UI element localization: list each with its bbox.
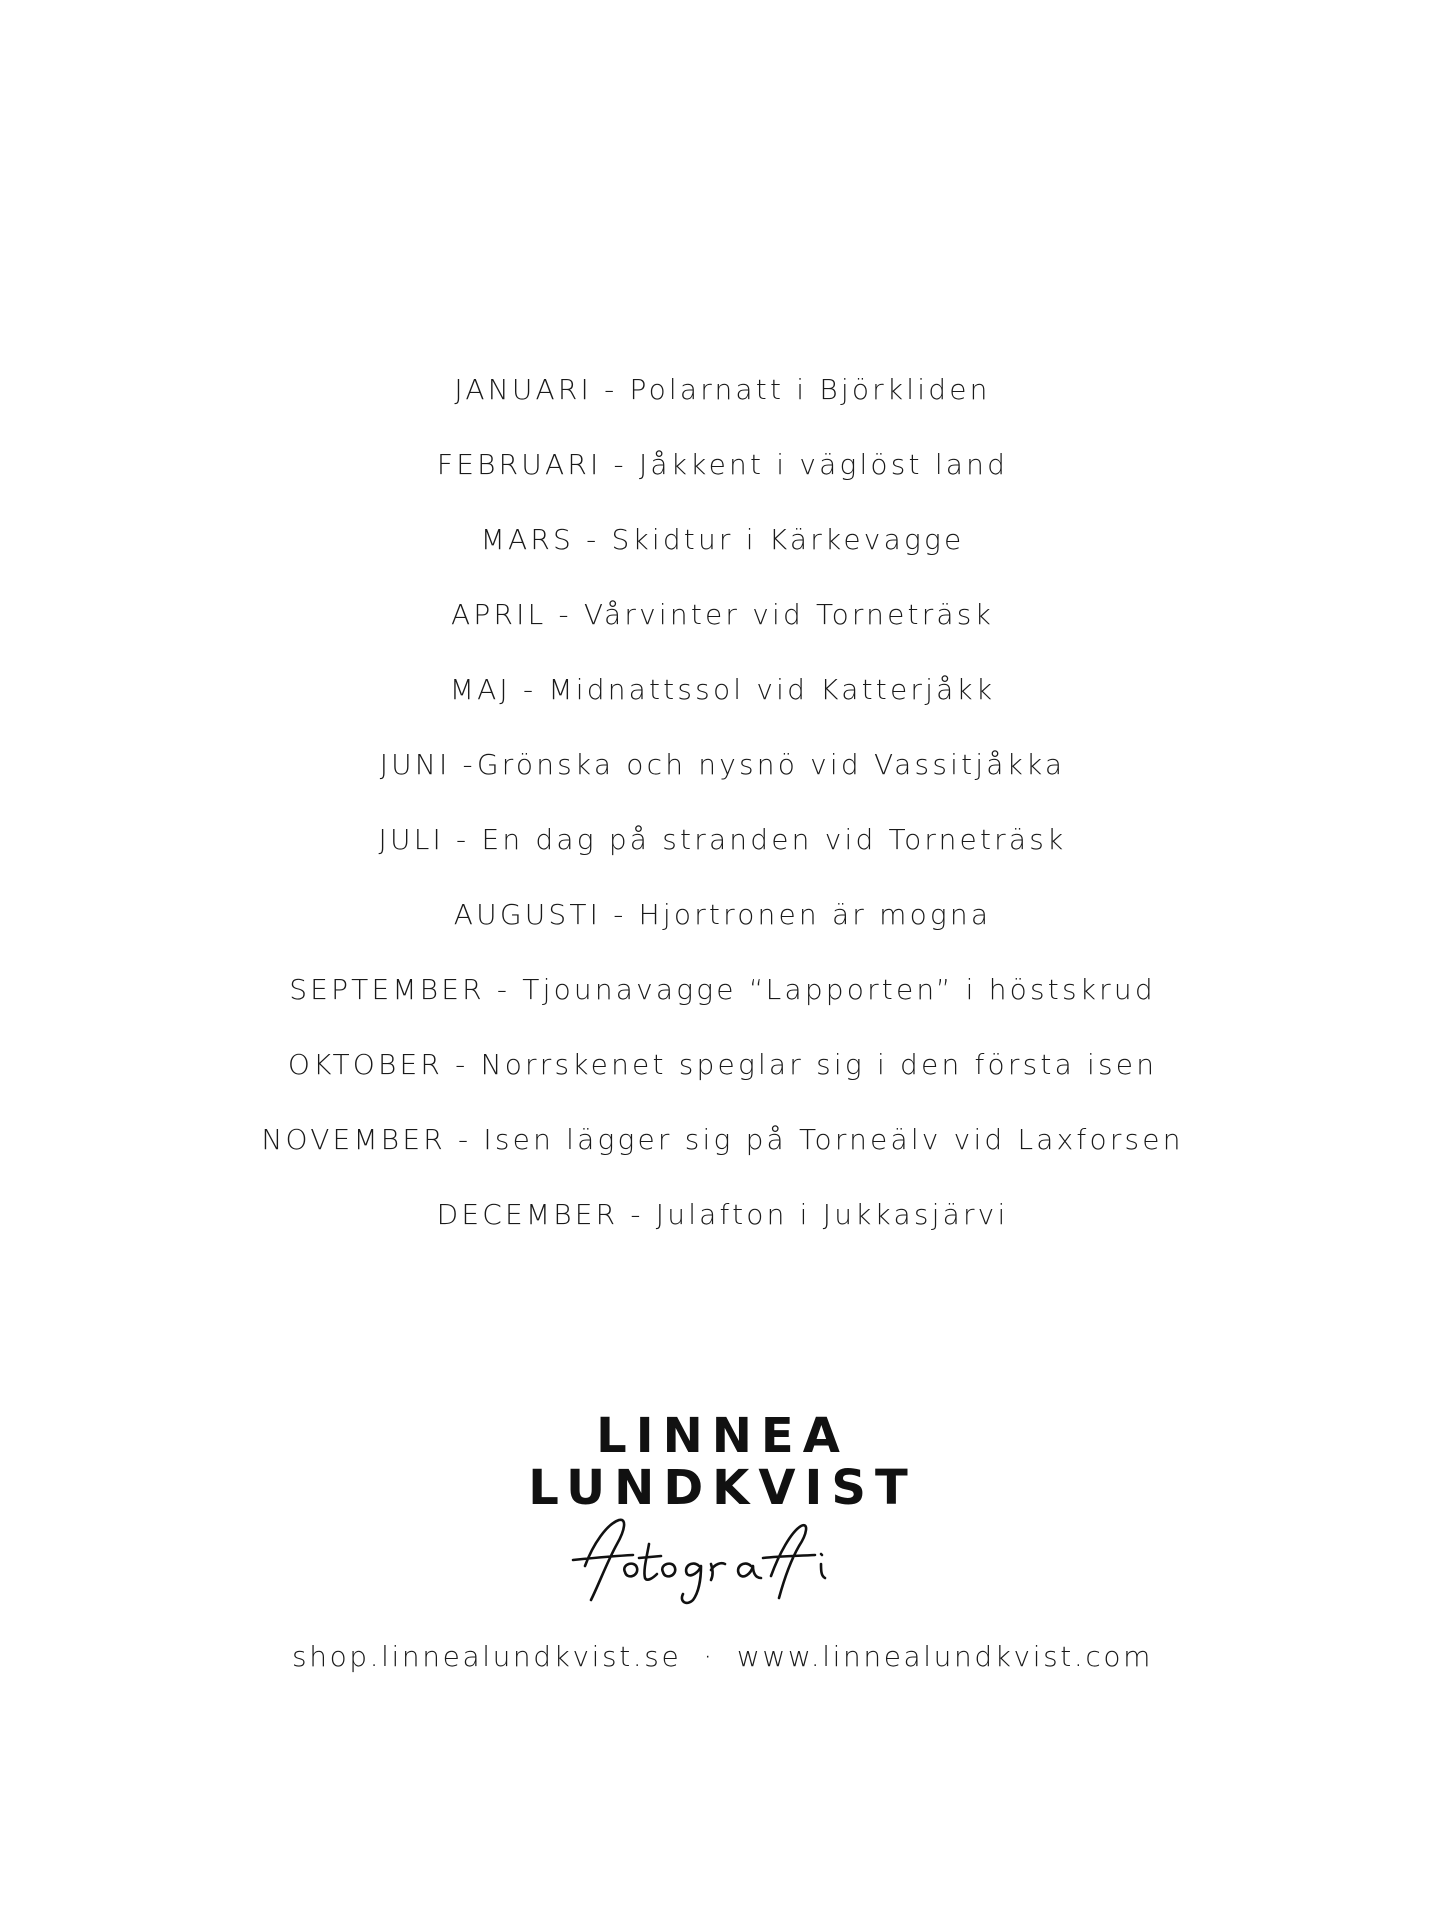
month-item-maj: MAJ - Midnattssol vid Katterjåkk — [449, 673, 996, 706]
brand-logo — [0, 1410, 1445, 1606]
month-item-november: NOVEMBER - Isen lägger sig på Torneälv vid Laxforsen — [261, 1123, 1184, 1156]
month-item-februari: FEBRUARI - Jåkkent i väglöst land — [436, 448, 1009, 481]
month-item-mars: MARS - Skidtur i Kärkevagge — [480, 523, 965, 556]
logo-script-fotografi — [563, 1514, 883, 1606]
month-item-september: SEPTEMBER - Tjounavagge “Lapporten” i höstskrud — [289, 973, 1156, 1006]
footer-links — [0, 1640, 1445, 1673]
month-item-oktober: OKTOBER - Norrskenet speglar sig i den första isen — [287, 1048, 1158, 1081]
month-item-januari: JANUARI - Polarnatt i Björkliden — [454, 373, 991, 406]
shop-url[interactable]: shop.linnealundkvist.se — [292, 1640, 682, 1673]
footer-separator: · — [703, 1640, 715, 1673]
logo-line-last-name: LUNDKVIST — [528, 1460, 917, 1516]
month-item-april: APRIL - Vårvinter vid Torneträsk — [451, 598, 994, 631]
website-url[interactable]: www.linnealundkvist.com — [736, 1640, 1153, 1673]
month-item-juni: JUNI -Grönska och nysnö vid Vassitjåkka — [379, 748, 1066, 781]
logo-line-first-name: LINNEA — [596, 1408, 849, 1464]
month-item-december: DECEMBER - Julafton i Jukkasjärvi — [436, 1198, 1009, 1231]
month-item-augusti: AUGUSTI - Hjortronen är mogna — [453, 898, 992, 931]
month-item-juli: JULI - En dag på stranden vid Torneträsk — [378, 823, 1067, 856]
